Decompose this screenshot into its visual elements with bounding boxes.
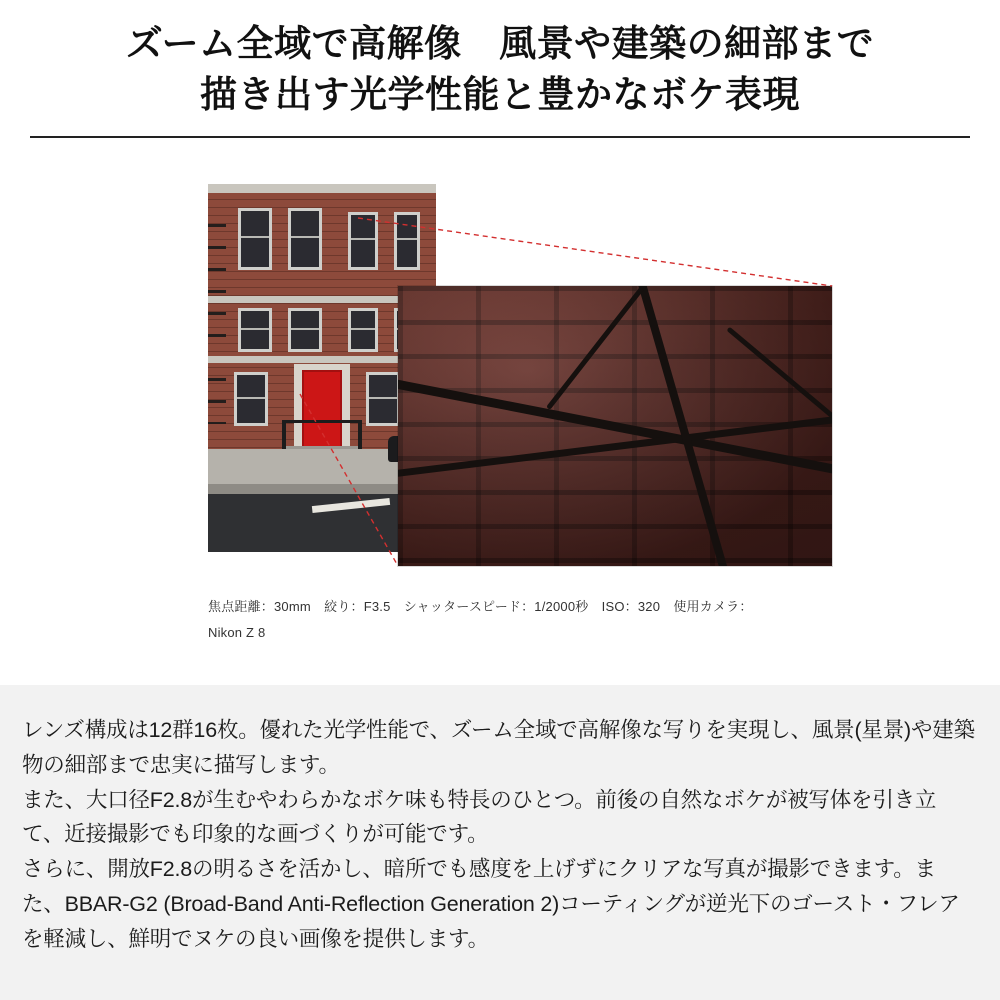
description-block [0,685,1000,1000]
red-door [302,370,342,450]
description-paragraph-2: また、大口径F2.8が生むやわらかなボケ味も特長のひとつ。前後の自然なボケが被写体を引き立て、近接撮影でも印象的な画づくりが可能です。 [22,787,937,847]
window [234,372,268,426]
window [288,308,322,352]
railing-rail [282,420,362,423]
caption-line-2: Nikon Z 8 [208,625,266,641]
window [366,372,400,426]
window [348,212,378,270]
window [394,212,420,270]
photo-caption [208,594,848,646]
zoom-photo [398,286,832,566]
window [238,308,272,352]
fire-escape [208,224,226,424]
description-paragraph-3: さらに、開放F2.8の明るさを活かし、暗所でも感度を上げずにクリアな写真が撮影できます。また、BBAR-G2 (Broad-Band Anti-Reflection Generation 2)コーティングが逆光下のゴースト・フレアを軽減し、鮮明でヌケの良い画像を提供します。 [22,857,960,951]
window [238,208,272,270]
page-title [30,18,970,120]
caption-line-1: 焦点距離：30mm 絞り：F3.5 シャッタースピード：1/2000秒 ISO：320 使用カメラ： [208,599,753,615]
page-title-line1: ズーム全域で高解像 風景や建築の細部まで [125,23,875,64]
description-paragraph-1: レンズ構成は12群16枚。優れた光学性能で、ズーム全域で高解像な写りを実現し、風景(星景)や建築物の細部まで忠実に描写します。 [22,718,975,777]
figure-area [0,156,1000,646]
window [348,308,378,352]
cornice-top [208,184,436,193]
page-header [0,0,1000,120]
header-divider [30,136,970,138]
page-title-line2: 描き出す光学性能と豊かなボケ表現 [200,74,800,116]
window [288,208,322,270]
